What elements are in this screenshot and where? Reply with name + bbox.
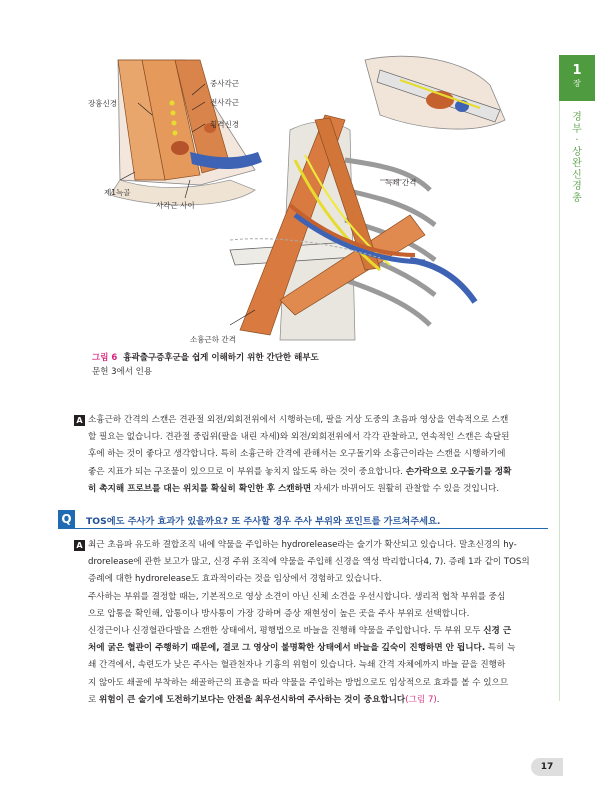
label-long-thoracic-nerve: 장흉신경 xyxy=(88,99,117,108)
answer-marker: A xyxy=(74,415,85,426)
answer-2 xyxy=(74,537,548,709)
text-line xyxy=(74,537,548,554)
chapter-title-char: · xyxy=(575,135,579,146)
label-costoclavicular: 늑쇄 간격 xyxy=(385,178,417,187)
text-segment: 로 xyxy=(88,694,97,705)
chapter-tab xyxy=(559,55,595,101)
label-phrenic-nerve: 횡격신경 xyxy=(210,120,239,129)
anatomy-illustration xyxy=(80,40,555,345)
chapter-title-char: 부 xyxy=(572,123,582,135)
costoclavicular-inset xyxy=(365,56,505,129)
text-segment: . xyxy=(436,694,440,705)
label-anterior-scalene: 중사각근 xyxy=(210,79,239,88)
answer-1 xyxy=(74,412,548,498)
text-line: 할 필요는 없습니다. 견관절 중립위(팔을 내린 자세)와 외전/외회전위에서 각각 관찰하고, 연속적인 스캔은 속달된 xyxy=(88,432,510,443)
chapter-title-char: 완 xyxy=(572,158,582,169)
text-segment: 신경근이나 신경혈관다발을 스캔한 상태에서, 평행법으로 바늘을 진행해 약물을 주입합니다. 두 부위 모두 xyxy=(88,626,481,637)
text-segment: 최근 초음파 유도하 결합조직 내에 약물을 주입하는 hydrorelease라는 술기가 확산되고 있습니다. 말초신경의 hy- xyxy=(88,540,517,550)
text-line: 증례에 대한 hydrorelease도 효과적이라는 것을 임상에서 경험하고 있습니다. xyxy=(88,574,382,585)
bold-text: 손가락으로 오구돌기를 정확 xyxy=(405,466,512,477)
figure-caption-text: 흉곽출구증후군을 쉽게 이해하기 위한 간단한 해부도 xyxy=(123,353,319,363)
bold-text: 히 촉지해 프로브를 대는 위치를 확실히 확인한 후 스캔하면 xyxy=(88,483,312,494)
chapter-number: 1 xyxy=(572,63,582,78)
text-line: 주사하는 부위를 결정할 때는, 기본적으로 영상 소견이 아닌 신체 소견을 우선시합니다. 생리적 협착 부위를 중심 xyxy=(88,591,506,602)
text-line: 쇄 간격에서, 속련도가 낮은 주사는 혈관천자나 기흉의 위험이 있습니다. 늑쇄 간격 자체에까지 바늘 끝을 진행하 xyxy=(88,660,506,671)
bold-text: 처에 굵은 혈관이 주행하기 때문에, 결코 그 영상이 불명확한 상태에서 바늘을 깊숙이 진행하면 안 됩니다. xyxy=(88,643,486,654)
page-number: 17 xyxy=(531,758,563,776)
text-line xyxy=(74,640,548,657)
figure-caption xyxy=(92,351,319,363)
text-segment: 특히 늑 xyxy=(485,643,516,654)
answer-marker: A xyxy=(74,540,85,551)
label-middle-scalene: 전사각근 xyxy=(210,98,239,107)
text-line xyxy=(74,692,548,709)
text-line: 으로 압통을 확인해, 압통이나 방사통이 가장 강하며 증상 재현성이 높은 곳을 주사 부위로 선택합니다. xyxy=(88,608,470,619)
chapter-title-char: 경 xyxy=(572,112,582,123)
chapter-title-char: 신 xyxy=(572,169,582,181)
scalene-inset xyxy=(110,60,262,205)
text-line xyxy=(74,481,548,498)
chapter-title-char: 경 xyxy=(572,181,582,192)
sidebar-divider xyxy=(559,101,560,701)
anatomy-figure xyxy=(80,40,555,345)
label-first-rib: 제1늑골 xyxy=(104,188,131,197)
chapter-label: 장 xyxy=(573,79,581,88)
text-line: 지 않아도 쇄골에 부착하는 쇄골하근의 표층을 따라 약물을 주입하는 방법으로도 임상적으로 효과를 볼 수 있으므 xyxy=(88,677,509,688)
text-line: 소흉근하 간격의 스캔은 견관절 외전/외회전위에서 시행하는데, 팔을 거상 도중의 초음파 영상을 연속적으로 스캔 xyxy=(88,415,509,425)
bold-text: 위험이 큰 술기에 도전하기보다는 안전을 최우선시하여 주사하는 것이 중요합니다 xyxy=(99,694,406,705)
question-marker: Q xyxy=(58,510,75,529)
chapter-title xyxy=(566,112,588,204)
question-underline xyxy=(75,528,548,529)
text-line xyxy=(74,623,548,640)
label-interscalene: 사각근 사이 xyxy=(156,201,195,210)
question-text: TOS에도 주사가 효과가 있을까요? 또 주사할 경우 주사 부위와 포인트를 가르쳐주세요. xyxy=(86,516,441,527)
chapter-title-char: 상 xyxy=(572,146,582,158)
chapter-title-char: 총 xyxy=(572,192,582,204)
figure-source: 문헌 3에서 인용 xyxy=(92,367,153,377)
question-bar xyxy=(58,510,548,530)
label-subpectoral: 소흉근하 간격 xyxy=(190,335,236,344)
figure-reference-link[interactable]: (그림 7) xyxy=(405,694,437,705)
text-segment: 좋은 지표가 되는 구조물이 있으므로 이 부위를 놓치지 않도록 하는 것이 중요합니다. xyxy=(88,466,404,477)
text-segment: 자세가 바뀌어도 원활히 관찰할 수 있을 것입니다. xyxy=(313,483,500,494)
figure-number: 그림 6 xyxy=(92,353,118,363)
text-line: drorelease에 관한 보고가 많고, 신경 주위 조직에 약물을 주입해 신경을 액성 박리합니다4, 7). 증례 1과 같이 TOS의 xyxy=(88,557,530,568)
text-line: 후에 하는 것이 좋다고 생각합니다. 특히 소흉근하 간격에 관해서는 오구돌기와 소흉근이라는 스캔을 시행하기에 xyxy=(88,449,506,460)
text-line xyxy=(74,464,548,481)
thorax-illustration xyxy=(230,115,475,340)
bold-text: 신경 근 xyxy=(483,626,512,637)
text-line xyxy=(74,412,548,429)
